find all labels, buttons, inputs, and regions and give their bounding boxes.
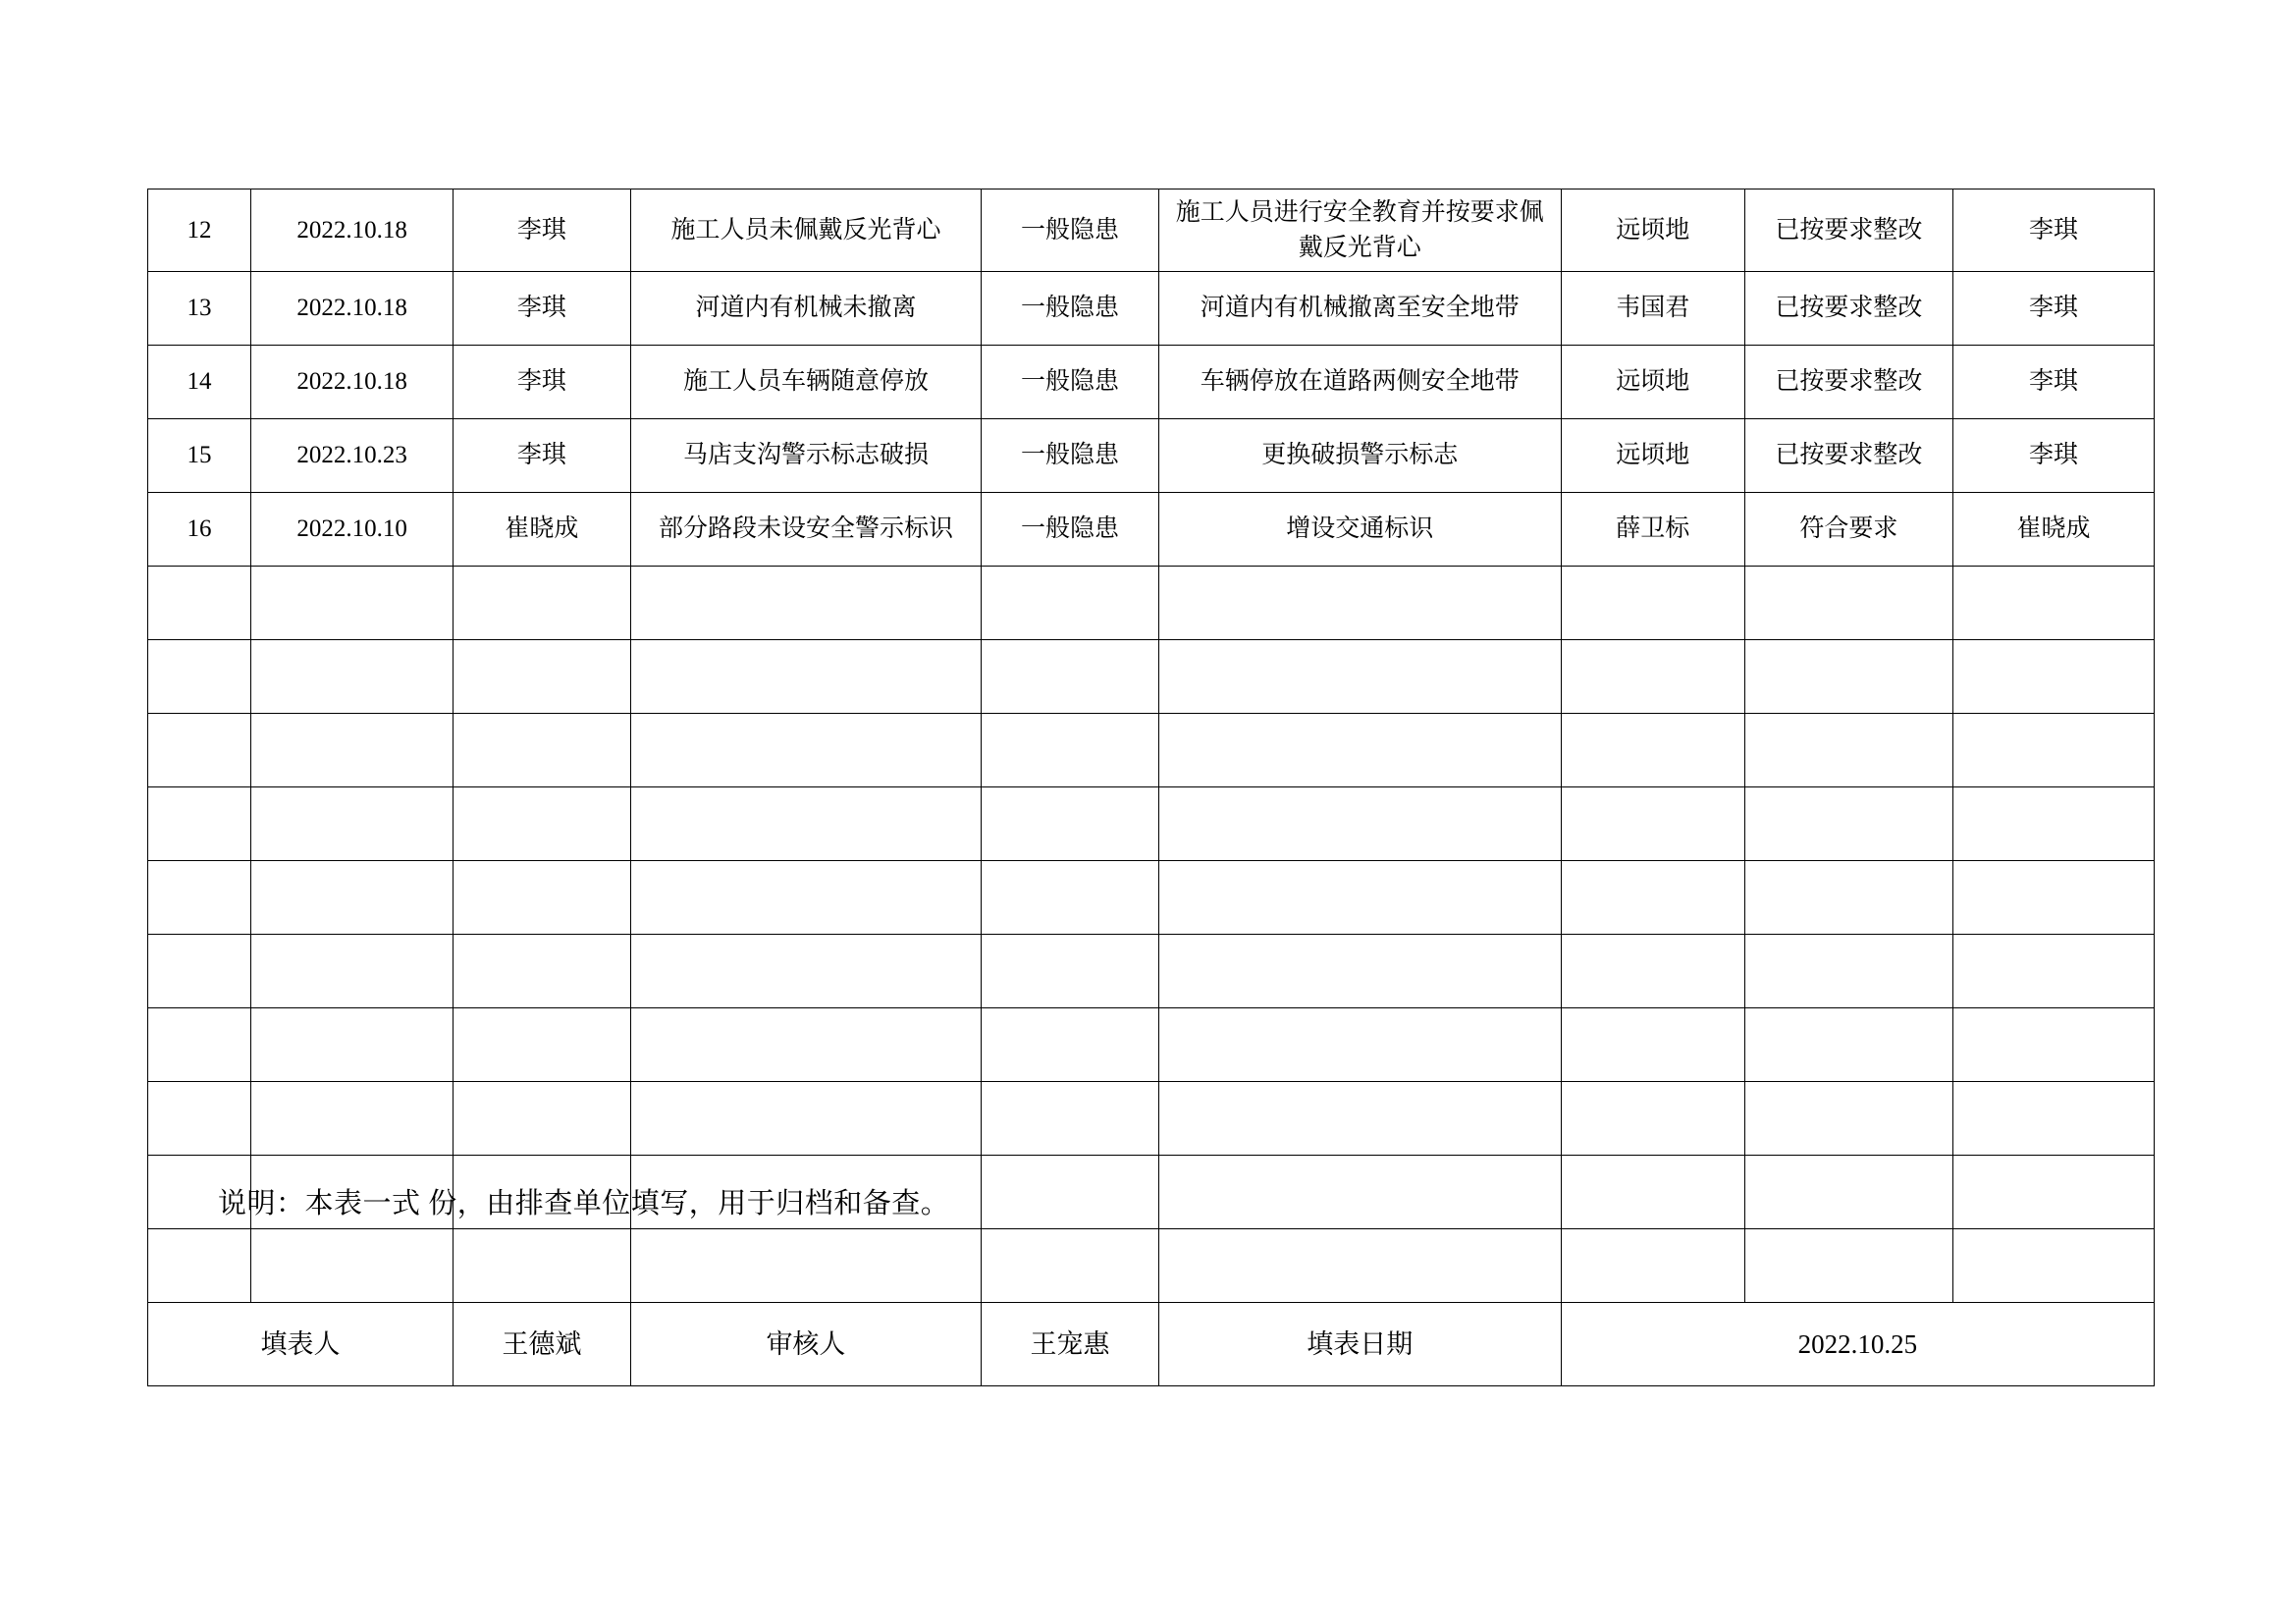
cell-result bbox=[1744, 861, 1952, 935]
cell-result bbox=[1744, 1008, 1952, 1082]
cell-issue bbox=[630, 640, 981, 714]
cell-measure: 更换破损警示标志 bbox=[1158, 419, 1561, 493]
cell-result bbox=[1744, 1229, 1952, 1303]
cell-measure bbox=[1158, 640, 1561, 714]
cell-checker bbox=[1953, 1008, 2155, 1082]
table-row bbox=[148, 493, 2155, 567]
cell-result bbox=[1744, 935, 1952, 1008]
cell-checker bbox=[1953, 1082, 2155, 1156]
cell-no bbox=[148, 640, 251, 714]
preparer-value: 王德斌 bbox=[454, 1303, 631, 1386]
cell-person bbox=[454, 640, 631, 714]
cell-level: 一般隐患 bbox=[982, 272, 1159, 346]
cell-result: 已按要求整改 bbox=[1744, 346, 1952, 419]
cell-date bbox=[251, 1082, 454, 1156]
cell-checker bbox=[1953, 861, 2155, 935]
cell-no bbox=[148, 935, 251, 1008]
cell-no: 12 bbox=[148, 189, 251, 272]
cell-owner bbox=[1561, 1156, 1744, 1229]
cell-no: 13 bbox=[148, 272, 251, 346]
cell-measure bbox=[1158, 1229, 1561, 1303]
cell-owner: 远顷地 bbox=[1561, 419, 1744, 493]
cell-result bbox=[1744, 640, 1952, 714]
cell-no bbox=[148, 1008, 251, 1082]
cell-person bbox=[454, 935, 631, 1008]
cell-date bbox=[251, 567, 454, 640]
cell-level bbox=[982, 640, 1159, 714]
cell-date bbox=[251, 1229, 454, 1303]
cell-measure: 河道内有机械撤离至安全地带 bbox=[1158, 272, 1561, 346]
date-label: 填表日期 bbox=[1158, 1303, 1561, 1386]
cell-date: 2022.10.18 bbox=[251, 189, 454, 272]
table-row-empty bbox=[148, 1082, 2155, 1156]
cell-person bbox=[454, 567, 631, 640]
table-row-empty bbox=[148, 640, 2155, 714]
cell-checker bbox=[1953, 1229, 2155, 1303]
cell-level: 一般隐患 bbox=[982, 189, 1159, 272]
table-row-empty bbox=[148, 1229, 2155, 1303]
cell-checker bbox=[1953, 787, 2155, 861]
table-row-empty bbox=[148, 861, 2155, 935]
cell-date bbox=[251, 1008, 454, 1082]
cell-person bbox=[454, 787, 631, 861]
cell-level: 一般隐患 bbox=[982, 419, 1159, 493]
cell-issue bbox=[630, 861, 981, 935]
table-footer-row bbox=[148, 1303, 2155, 1386]
cell-checker bbox=[1953, 714, 2155, 787]
cell-checker bbox=[1953, 567, 2155, 640]
cell-checker: 李琪 bbox=[1953, 346, 2155, 419]
cell-date: 2022.10.10 bbox=[251, 493, 454, 567]
cell-owner bbox=[1561, 935, 1744, 1008]
table-row bbox=[148, 346, 2155, 419]
cell-issue bbox=[630, 1229, 981, 1303]
cell-level bbox=[982, 567, 1159, 640]
cell-level: 一般隐患 bbox=[982, 346, 1159, 419]
cell-owner bbox=[1561, 861, 1744, 935]
cell-checker: 李琪 bbox=[1953, 189, 2155, 272]
reviewer-value: 王宠惠 bbox=[982, 1303, 1159, 1386]
cell-person: 李琪 bbox=[454, 189, 631, 272]
cell-checker: 崔晓成 bbox=[1953, 493, 2155, 567]
cell-date bbox=[251, 787, 454, 861]
cell-person bbox=[454, 714, 631, 787]
cell-measure: 施工人员进行安全教育并按要求佩戴反光背心 bbox=[1158, 189, 1561, 272]
cell-issue: 施工人员车辆随意停放 bbox=[630, 346, 981, 419]
cell-level bbox=[982, 1156, 1159, 1229]
cell-issue bbox=[630, 567, 981, 640]
cell-checker bbox=[1953, 935, 2155, 1008]
cell-person: 李琪 bbox=[454, 419, 631, 493]
cell-measure bbox=[1158, 1156, 1561, 1229]
cell-measure bbox=[1158, 1082, 1561, 1156]
cell-no bbox=[148, 714, 251, 787]
cell-result: 已按要求整改 bbox=[1744, 272, 1952, 346]
cell-date bbox=[251, 640, 454, 714]
cell-no: 14 bbox=[148, 346, 251, 419]
cell-no bbox=[148, 861, 251, 935]
cell-date bbox=[251, 935, 454, 1008]
cell-owner bbox=[1561, 1082, 1744, 1156]
table-row bbox=[148, 419, 2155, 493]
cell-issue: 部分路段未设安全警示标识 bbox=[630, 493, 981, 567]
cell-measure bbox=[1158, 1008, 1561, 1082]
cell-level bbox=[982, 787, 1159, 861]
cell-issue bbox=[630, 714, 981, 787]
reviewer-label: 审核人 bbox=[630, 1303, 981, 1386]
cell-checker: 李琪 bbox=[1953, 419, 2155, 493]
table-row-empty bbox=[148, 935, 2155, 1008]
cell-issue bbox=[630, 787, 981, 861]
cell-issue bbox=[630, 1082, 981, 1156]
cell-no bbox=[148, 567, 251, 640]
cell-result bbox=[1744, 714, 1952, 787]
cell-owner bbox=[1561, 1229, 1744, 1303]
cell-result bbox=[1744, 567, 1952, 640]
date-value: 2022.10.25 bbox=[1561, 1303, 2154, 1386]
cell-measure bbox=[1158, 861, 1561, 935]
cell-person bbox=[454, 1229, 631, 1303]
cell-result bbox=[1744, 1082, 1952, 1156]
cell-no bbox=[148, 1229, 251, 1303]
cell-issue bbox=[630, 935, 981, 1008]
cell-measure bbox=[1158, 714, 1561, 787]
cell-measure bbox=[1158, 567, 1561, 640]
table-row-empty bbox=[148, 787, 2155, 861]
cell-owner bbox=[1561, 714, 1744, 787]
cell-owner bbox=[1561, 567, 1744, 640]
cell-person: 李琪 bbox=[454, 272, 631, 346]
cell-owner: 远顷地 bbox=[1561, 346, 1744, 419]
cell-checker: 李琪 bbox=[1953, 272, 2155, 346]
cell-issue: 马店支沟警示标志破损 bbox=[630, 419, 981, 493]
cell-owner bbox=[1561, 787, 1744, 861]
cell-result: 符合要求 bbox=[1744, 493, 1952, 567]
cell-measure bbox=[1158, 787, 1561, 861]
cell-date: 2022.10.23 bbox=[251, 419, 454, 493]
cell-measure bbox=[1158, 935, 1561, 1008]
cell-measure: 增设交通标识 bbox=[1158, 493, 1561, 567]
cell-result: 已按要求整改 bbox=[1744, 189, 1952, 272]
cell-checker bbox=[1953, 1156, 2155, 1229]
table-row-empty bbox=[148, 714, 2155, 787]
cell-level bbox=[982, 714, 1159, 787]
cell-result bbox=[1744, 1156, 1952, 1229]
cell-person bbox=[454, 1008, 631, 1082]
cell-person bbox=[454, 1082, 631, 1156]
cell-person bbox=[454, 861, 631, 935]
table-row-empty bbox=[148, 567, 2155, 640]
cell-person: 李琪 bbox=[454, 346, 631, 419]
form-note: 说明：本表一式 份，由排查单位填写，用于归档和备查。 bbox=[218, 1188, 950, 1219]
cell-date: 2022.10.18 bbox=[251, 346, 454, 419]
cell-level bbox=[982, 1229, 1159, 1303]
cell-checker bbox=[1953, 640, 2155, 714]
cell-no bbox=[148, 787, 251, 861]
cell-owner: 韦国君 bbox=[1561, 272, 1744, 346]
table-row bbox=[148, 272, 2155, 346]
cell-no: 15 bbox=[148, 419, 251, 493]
cell-issue: 施工人员未佩戴反光背心 bbox=[630, 189, 981, 272]
cell-no bbox=[148, 1082, 251, 1156]
cell-date bbox=[251, 861, 454, 935]
table-row bbox=[148, 189, 2155, 272]
cell-level: 一般隐患 bbox=[982, 493, 1159, 567]
cell-owner: 远顷地 bbox=[1561, 189, 1744, 272]
cell-level bbox=[982, 1082, 1159, 1156]
cell-owner bbox=[1561, 640, 1744, 714]
cell-owner: 薛卫标 bbox=[1561, 493, 1744, 567]
cell-person: 崔晓成 bbox=[454, 493, 631, 567]
preparer-label: 填表人 bbox=[148, 1303, 454, 1386]
cell-owner bbox=[1561, 1008, 1744, 1082]
cell-issue: 河道内有机械未撤离 bbox=[630, 272, 981, 346]
cell-result bbox=[1744, 787, 1952, 861]
cell-measure: 车辆停放在道路两侧安全地带 bbox=[1158, 346, 1561, 419]
cell-no: 16 bbox=[148, 493, 251, 567]
cell-level bbox=[982, 1008, 1159, 1082]
cell-level bbox=[982, 861, 1159, 935]
table-row-empty bbox=[148, 1008, 2155, 1082]
cell-level bbox=[982, 935, 1159, 1008]
cell-result: 已按要求整改 bbox=[1744, 419, 1952, 493]
cell-issue bbox=[630, 1008, 981, 1082]
cell-date bbox=[251, 714, 454, 787]
cell-date: 2022.10.18 bbox=[251, 272, 454, 346]
